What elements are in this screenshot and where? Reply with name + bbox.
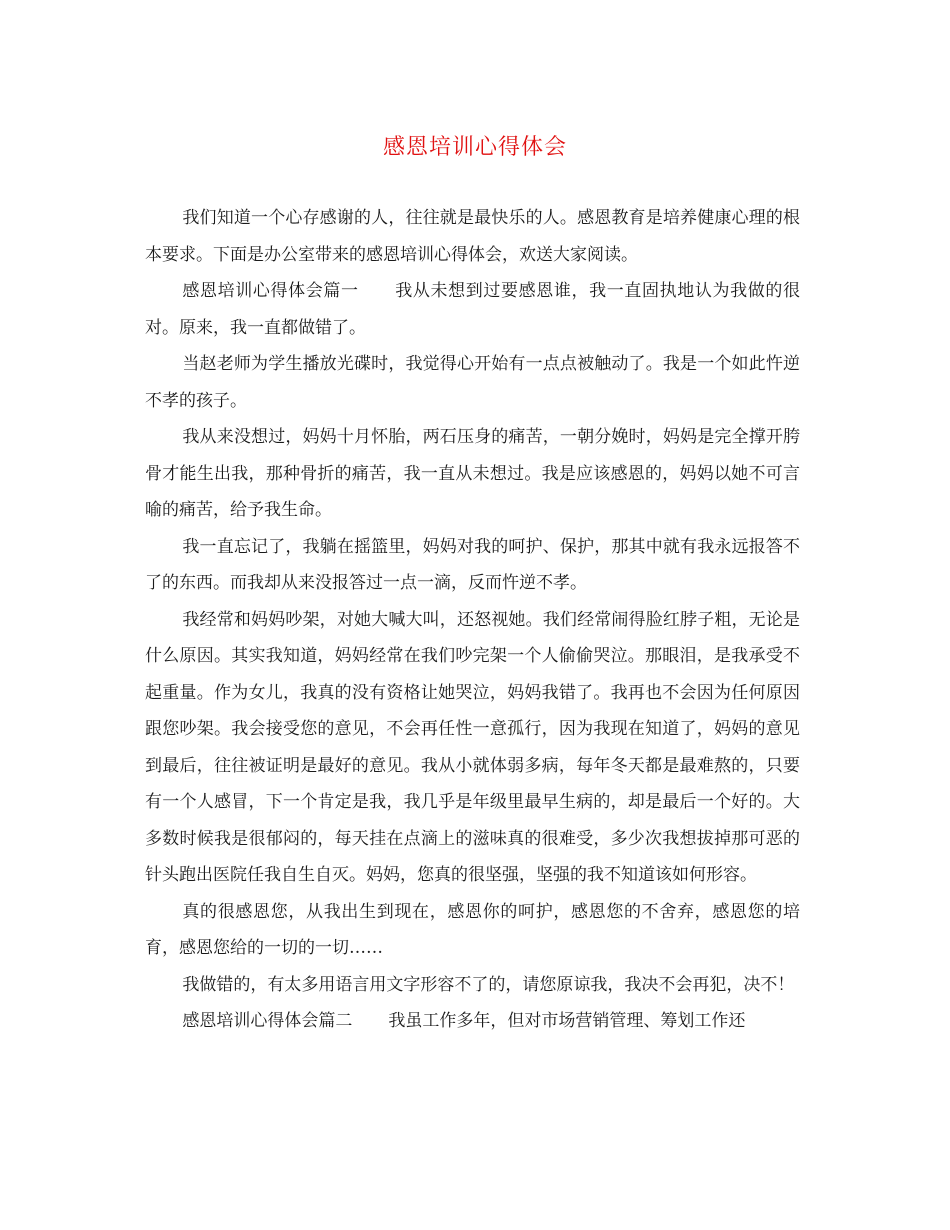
paragraph-quarrel: 我经常和妈妈吵架，对她大喊大叫，还怒视她。我们经常闹得脸红脖子粗，无论是什么原因。其实我知道，妈妈经常在我们吵完架一个人偷偷哭泣。那眼泪，是我承受不起重量。作为女儿，我真的没有资格让她哭泣，妈妈我错了。我再也不会因为任何原因跟您吵架。我会接受您的意见，不会再任性一意孤行，因为我现在知道了，妈妈的意见到最后，往往被证明是最好的意见。我从小就体弱多病，每年冬天都是最难熬的，只要有一个人感冒，下一个肯定是我，我几乎是年级里最早生病的，却是最后一个好的。大多数时候我是很郁闷的，每天挂在点滴上的滋味真的很难受，多少次我想拔掉那可恶的针头跑出医院任我自生自灭。妈妈，您真的很坚强，坚强的我不知道该如何形容。	[145, 609, 800, 885]
paragraph-section-one	[145, 273, 800, 346]
section-one-text: 我从未想到过要感恩谁，我一直固执地认为我做的很对。原来，我一直都做错了。	[145, 281, 801, 338]
document-title: 感恩培训心得体会	[382, 135, 567, 160]
paragraph-intro: 我们知道一个心存感谢的人，往往就是最快乐的人。感恩教育是培养健康心理的根本要求。下面是办公室带来的感恩培训心得体会，欢送大家阅读。	[145, 208, 800, 265]
paragraph-grateful: 真的很感恩您，从我出生到现在，感恩你的呵护，感恩您的不舍弃，感恩您的培育，感恩您给的一切的一切……	[145, 901, 800, 958]
section-two-heading: 感恩培训心得体会篇二	[182, 1011, 353, 1031]
paragraph-apology: 我做错的，有太多用语言用文字形容不了的，请您原谅我，我决不会再犯，决不！	[182, 974, 795, 995]
paragraph-never-thought: 我从来没想过，妈妈十月怀胎，两石压身的痛苦，一朝分娩时，妈妈是完全撑开胯骨才能生出我，那种骨折的痛苦，我一直从未想过。我是应该感恩的，妈妈以她不可言喻的痛苦，给予我生命。	[145, 427, 800, 520]
paragraph-teacher: 当赵老师为学生播放光碟时，我觉得心开始有一点点被触动了。我是一个如此忤逆不孝的孩子。	[145, 354, 800, 411]
paragraph-section-two	[145, 1003, 800, 1040]
document-body	[145, 200, 800, 1040]
section-one-heading: 感恩培训心得体会篇一	[182, 281, 359, 301]
section-two-text: 我虽工作多年，但对市场营销管理、筹划工作还	[388, 1011, 746, 1031]
paragraph-forgot: 我一直忘记了，我躺在摇篮里，妈妈对我的呵护、保护，那其中就有我永远报答不了的东西。而我却从来没报答过一点一滴，反而忤逆不孝。	[145, 536, 800, 593]
